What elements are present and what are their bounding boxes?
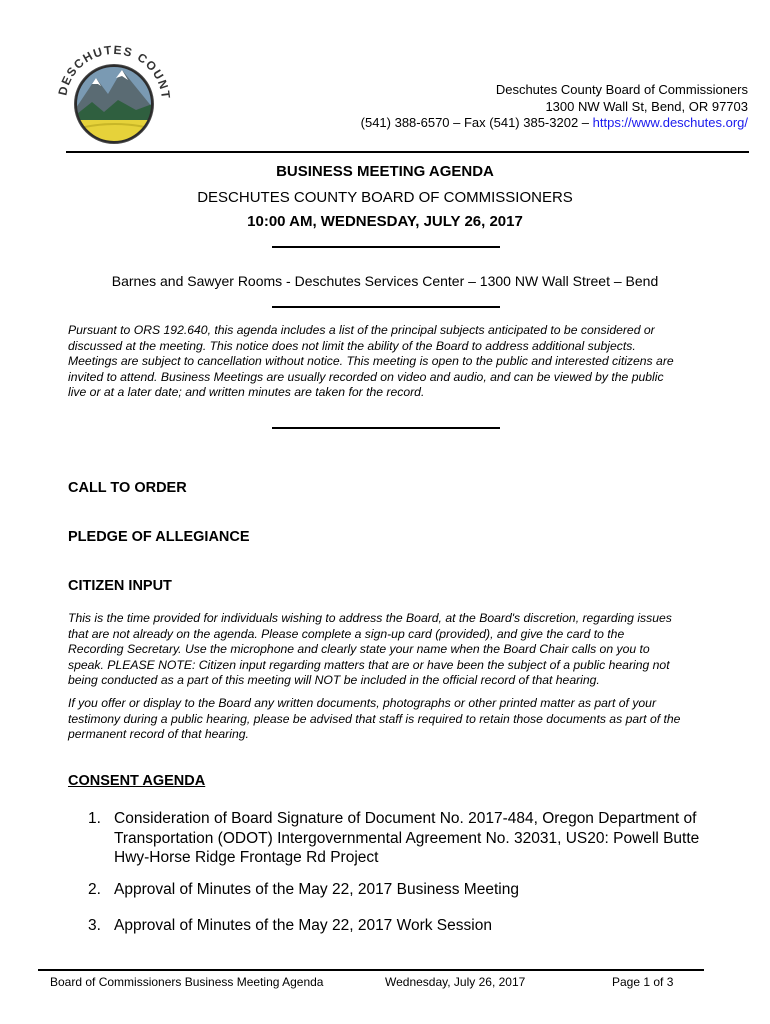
- citizen-line: testimony during a public hearing, please be advised that staff is required to retain those documents as part of the: [68, 711, 681, 726]
- website-link[interactable]: https://www.deschutes.org/: [592, 115, 748, 130]
- notice-line: discussed at the meeting. This notice does not limit the ability of the Board to address additional subjects.: [68, 338, 636, 353]
- citizen-line: This is the time provided for individuals wishing to address the Board, at the Board's discretion, regarding issues: [68, 611, 672, 625]
- title-rule-1: [272, 246, 500, 248]
- item-line: Approval of Minutes of the May 22, 2017 Business Meeting: [114, 881, 519, 898]
- item-number: 3.: [88, 917, 101, 934]
- consent-item-1: [88, 809, 728, 868]
- item-number: 1.: [88, 810, 101, 827]
- meeting-location: Barnes and Sawyer Rooms - Deschutes Services Center – 1300 NW Wall Street – Bend: [111, 273, 659, 289]
- consent-item-3: [88, 916, 728, 936]
- footer-divider: [38, 969, 704, 971]
- agenda-title: BUSINESS MEETING AGENDA: [276, 163, 494, 180]
- notice-line: live or at a later date; and written minutes are taken for the record.: [68, 385, 425, 400]
- header-address-block: [361, 82, 748, 132]
- header-org: Deschutes County Board of Commissioners: [495, 82, 748, 97]
- footer-page-number: Page 1 of 3: [612, 975, 674, 989]
- meeting-datetime: 10:00 AM, WEDNESDAY, JULY 26, 2017: [247, 213, 523, 230]
- citizen-line: being conducted as a part of this meeting will NOT be included in the official record of that hearing.: [68, 673, 600, 688]
- footer-date: Wednesday, July 26, 2017: [385, 975, 526, 989]
- header-contact: [361, 115, 748, 132]
- title-rule-2: [272, 306, 500, 308]
- citizen-line: permanent record of that hearing.: [68, 727, 249, 742]
- logo-arc-text: DESCHUTES COUNT: [55, 42, 174, 101]
- county-logo: [52, 32, 176, 156]
- citizen-line: Recording Secretary. Use the microphone and clearly state your name when the Board Chair calls on you to: [68, 642, 650, 657]
- citizen-input-documents: [68, 696, 708, 743]
- item-line: Transportation (ODOT) Intergovernmental Agreement No. 32031, US20: Powell Butte: [114, 829, 700, 847]
- section-pledge: PLEDGE OF ALLEGIANCE: [68, 529, 250, 545]
- header-address: 1300 NW Wall St, Bend, OR 97703: [545, 98, 748, 114]
- public-notice: [68, 323, 708, 401]
- section-call-to-order: CALL TO ORDER: [68, 480, 187, 496]
- consent-item-2: [88, 880, 728, 900]
- county-seal-icon: [52, 32, 176, 156]
- citizen-input-text: [68, 611, 708, 689]
- citizen-line: If you offer or display to the Board any written documents, photographs or other printed matter as part of your: [68, 696, 657, 710]
- header-divider: [66, 151, 749, 153]
- notice-rule: [272, 427, 500, 429]
- board-name: DESCHUTES COUNTY BOARD OF COMMISSIONERS: [197, 189, 573, 206]
- item-line: Approval of Minutes of the May 22, 2017 Work Session: [114, 917, 492, 934]
- item-line: Consideration of Board Signature of Document No. 2017-484, Oregon Department of: [114, 810, 697, 827]
- notice-line: Pursuant to ORS 192.640, this agenda includes a list of the principal subjects anticipated to be considered or: [68, 323, 655, 337]
- section-consent-agenda: CONSENT AGENDA: [68, 773, 206, 789]
- citizen-line: speak. PLEASE NOTE: Citizen input regarding matters that are or have been the subject of a public hearing not: [68, 657, 670, 672]
- item-number: 2.: [88, 881, 101, 898]
- section-citizen-input: CITIZEN INPUT: [68, 578, 172, 594]
- notice-line: Meetings are subject to cancellation without notice. This meeting is open to the public and interested citizens are: [68, 354, 674, 369]
- item-line: Hwy-Horse Ridge Frontage Rd Project: [114, 849, 379, 866]
- citizen-line: that are not already on the agenda. Please complete a sign-up card (provided), and give the card to the: [68, 626, 625, 641]
- footer-title: Board of Commissioners Business Meeting Agenda: [50, 975, 324, 989]
- header-phone-fax: (541) 388-6570 – Fax (541) 385-3202 –: [360, 115, 593, 130]
- notice-line: invited to attend. Business Meetings are usually recorded on video and audio, and can be viewed by the public: [68, 369, 664, 384]
